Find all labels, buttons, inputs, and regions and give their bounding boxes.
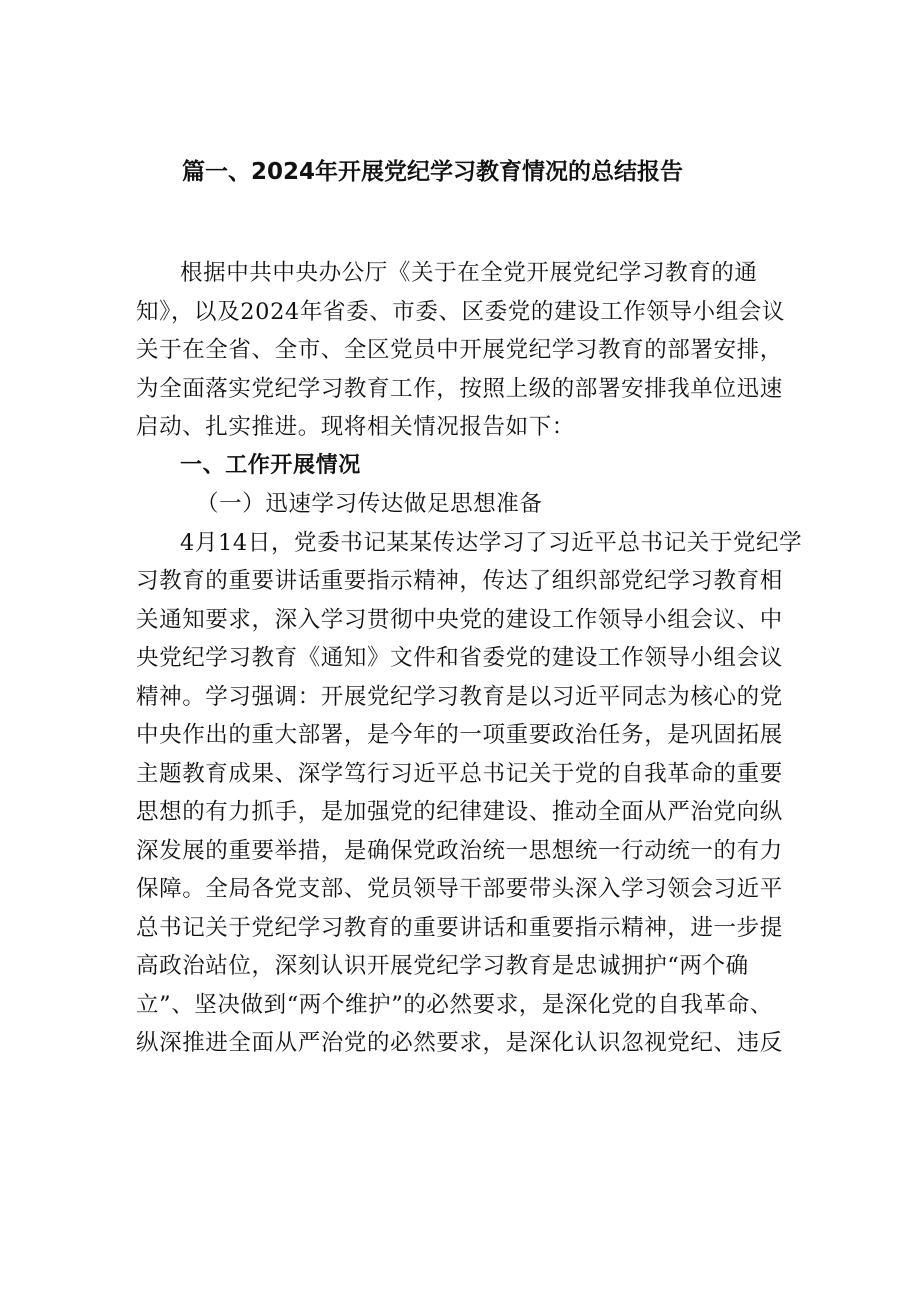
paragraph-line: 知》，以及2024年省委、市委、区委党的建设工作领导小组会议 bbox=[136, 298, 786, 325]
paragraph-line: 纵深推进全面从严治党的必然要求，是深化认识忽视党纪、违反 bbox=[136, 1030, 783, 1056]
paragraph-line: 启动、扎实推进。现将相关情况报告如下： bbox=[136, 414, 575, 440]
paragraph-line: 保障。全局各党支部、党员领导干部要带头深入学习领会习近平 bbox=[136, 876, 783, 902]
paragraph-line: 深发展的重要举措，是确保党政治统一思想统一行动统一的有力 bbox=[136, 837, 783, 864]
paragraph-line: 思想的有力抓手，是加强党的纪律建设、推动全面从严治党向纵 bbox=[136, 799, 783, 825]
paragraph-line: 精神。学习强调：开展党纪学习教育是以习近平同志为核心的党 bbox=[136, 683, 783, 710]
paragraph-line: 立”、坚决做到“两个维护”的必然要求，是深化党的自我革命、 bbox=[136, 991, 773, 1018]
paragraph-line: 为全面落实党纪学习教育工作，按照上级的部署安排我单位迅速 bbox=[136, 375, 783, 402]
paragraph-line: 关于在全省、全市、全区党员中开展党纪学习教育的部署安排， bbox=[136, 337, 783, 363]
section-heading: 一、工作开展情况 bbox=[180, 452, 361, 478]
paragraph-line: 根据中共中央办公厅《关于在全党开展党纪学习教育的通 bbox=[180, 260, 758, 286]
paragraph-line: 中央作出的重大部署，是今年的一项重要政治任务，是巩固拓展 bbox=[136, 722, 783, 748]
paragraph-line: 高政治站位，深刻认识开展党纪学习教育是忠诚拥护“两个确 bbox=[136, 953, 749, 979]
document-title: 篇一、2024年开展党纪学习教育情况的总结报告 bbox=[182, 159, 684, 185]
paragraph-line: 主题教育成果、深学笃行习近平总书记关于党的自我革命的重要 bbox=[136, 760, 783, 787]
paragraph-line: 4月14日，党委书记某某传达学习了习近平总书记关于党纪学 bbox=[180, 529, 803, 556]
paragraph-line: 总书记关于党纪学习教育的重要讲话和重要指示精神，进一步提 bbox=[136, 914, 783, 941]
paragraph-line: 央党纪学习教育《通知》文件和省委党的建设工作领导小组会议 bbox=[136, 645, 783, 671]
paragraph-line: 关通知要求，深入学习贯彻中央党的建设工作领导小组会议、中 bbox=[136, 606, 783, 633]
paragraph-line: 习教育的重要讲话重要指示精神，传达了组织部党纪学习教育相 bbox=[136, 568, 783, 594]
subsection-heading: （一）迅速学习传达做足思想准备 bbox=[196, 491, 543, 517]
document-body bbox=[136, 254, 803, 1063]
